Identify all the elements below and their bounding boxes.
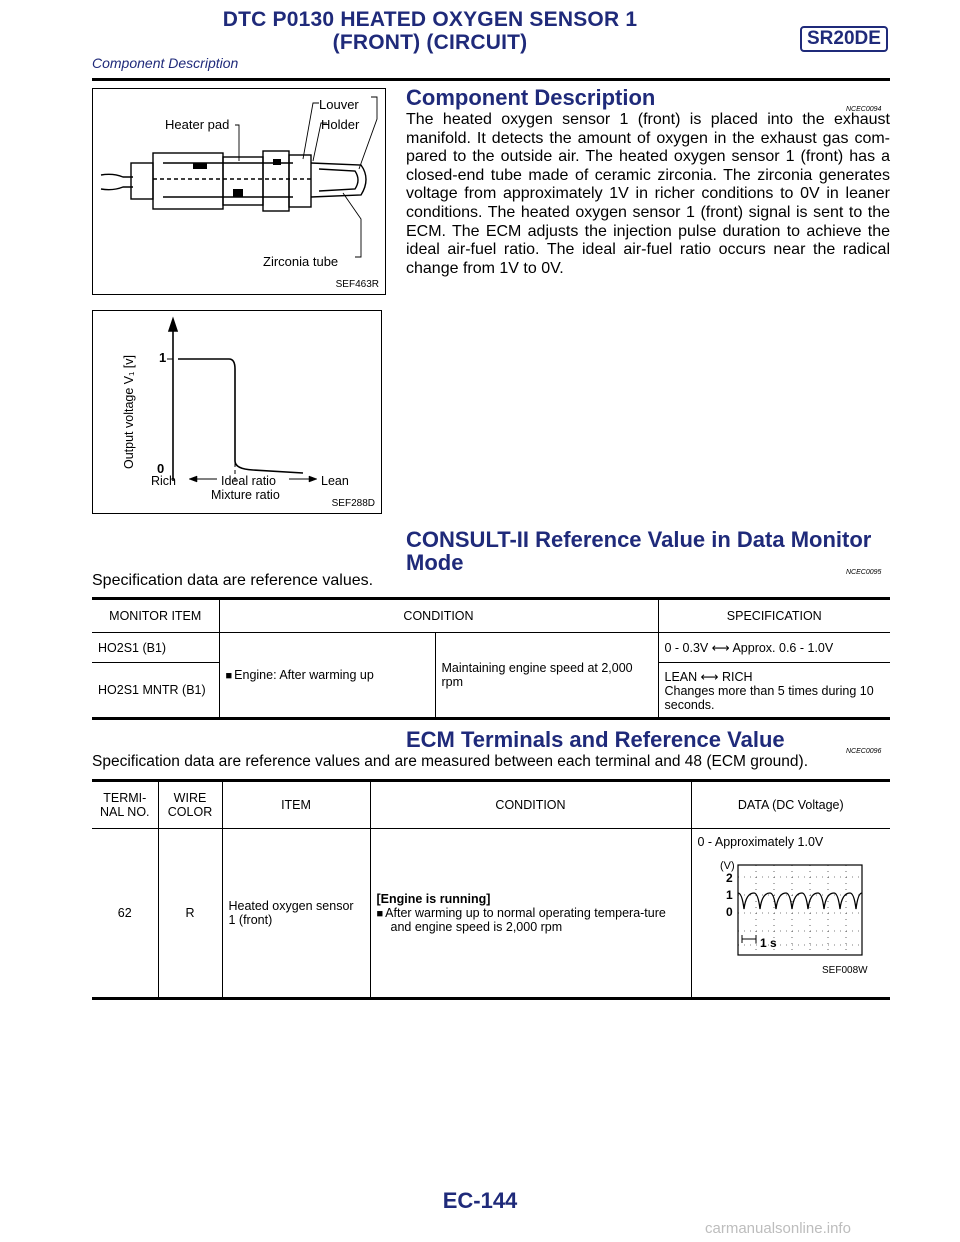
scope-figure-code: SEF008W (821, 965, 868, 976)
bullet-icon: ■ (376, 908, 384, 920)
ecm-intro: Specification data are reference values and are measured between each terminal and 48 (ECM ground). (92, 753, 808, 770)
tick-0-label: 0 (157, 461, 165, 476)
spec-2 (658, 663, 890, 719)
engine-badge: SR20DE (800, 26, 888, 52)
component-heading: Component Description (406, 85, 656, 110)
site-watermark[interactable]: carmanualsonline.info (705, 1220, 851, 1237)
header-rule (92, 78, 890, 81)
col-monitor-item: MONITOR ITEM (92, 599, 219, 633)
figure-code: SEF463R (335, 279, 379, 290)
consult-intro: Specification data are reference values. (92, 572, 374, 589)
sensor-cutaway-drawing (93, 89, 385, 294)
terminal-no: 62 (92, 829, 158, 999)
consult-table (92, 597, 890, 720)
bullet-icon: ■ (225, 670, 233, 682)
consult-heading-line1: CONSULT-II Reference Value in Data Monitor (406, 527, 872, 552)
col-condition: CONDITION (370, 781, 691, 829)
consult-heading-line2: Mode (406, 550, 464, 575)
scope-tick-2: 2 (725, 871, 733, 885)
output-voltage-graph (93, 311, 381, 513)
heater-pad-label: Heater pad (165, 117, 230, 132)
terminal-condition (370, 829, 691, 999)
figure-code: SEF288D (331, 498, 375, 509)
condition-detail (377, 906, 685, 934)
scope-frame (738, 865, 862, 955)
terminal-data (691, 829, 890, 999)
y-axis-label: Output voltage V₁ [v] (122, 354, 136, 469)
table-row (92, 829, 890, 999)
table-row (92, 633, 890, 663)
page-title-line1: DTC P0130 HEATED OXYGEN SENSOR 1 (222, 8, 638, 31)
col-terminal-no: TERMI-NAL NO. (92, 781, 158, 829)
data-value: 0 - Approximately 1.0V (697, 835, 824, 849)
monitor-item-1: HO2S1 (B1) (92, 633, 219, 663)
zirconia-tube-label: Zirconia tube (263, 254, 339, 269)
condition-heading: [Engine is running] (376, 892, 491, 906)
col-condition: CONDITION (219, 599, 658, 633)
scope-grid (738, 865, 862, 955)
col-specification: SPECIFICATION (658, 599, 890, 633)
condition-detail-text: After warming up to normal operating tempera-ture and engine speed is 2,000 rpm (385, 906, 666, 934)
ecm-table (92, 779, 890, 1000)
condition-speed: Maintaining engine speed at 2,000 rpm (435, 633, 658, 719)
ecm-ref: NCEC0096 (846, 748, 882, 755)
ecm-heading: ECM Terminals and Reference Value (406, 727, 785, 752)
consult-ref: NCEC0095 (846, 569, 882, 576)
output-voltage-figure (92, 310, 382, 514)
terminal-item: Heated oxygen sensor 1 (front) (222, 829, 370, 999)
page-title (100, 8, 760, 54)
col-wire-color: WIRE COLOR (158, 781, 222, 829)
col-item: ITEM (222, 781, 370, 829)
scope-unit: (V) (719, 860, 735, 872)
lean-label: Lean (321, 474, 349, 488)
spec-2-line1: LEAN ⟷ RICH (664, 669, 753, 684)
scope-tick-0: 0 (725, 905, 733, 919)
spec-2-line2: Changes more than 5 times during 10 seconds. (664, 683, 874, 712)
consult-heading (406, 528, 871, 574)
mixture-ratio-label: Mixture ratio (211, 488, 280, 502)
spec-1: 0 - 0.3V ⟷ Approx. 0.6 - 1.0V (658, 633, 890, 663)
page-title-line2: (FRONT) (CIRCUIT) (332, 31, 528, 54)
table-header-row (92, 599, 890, 633)
section-subtitle: Component Description (92, 55, 239, 71)
monitor-item-2: HO2S1 MNTR (B1) (92, 663, 219, 719)
scope-tick-1: 1 (725, 888, 733, 902)
louver-label: Louver (319, 97, 359, 112)
sensor-cutaway-figure (92, 88, 386, 295)
scope-waveform (738, 893, 862, 909)
component-body: The heated oxygen sensor 1 (front) is placed into the exhaust manifold. It detects the amount of oxygen in the exhaust gas com-pared to the outside air. The heated oxygen sensor 1 (front) has a closed-end tube made of ceramic zirconia. The zirconia generates voltage from approximately 1V in richer conditions to 0V in leaner conditions. The heated oxygen sensor 1 (front) signal is sent to the ECM. The ECM adjusts the injection pulse duration to achieve the ideal air-fuel ratio. The ideal air-fuel ratio occurs near the radical change from 1V to 0V. (406, 111, 890, 277)
oscilloscope-figure (698, 849, 884, 977)
condition-engine-text: Engine: After warming up (234, 668, 374, 682)
table-header-row (92, 781, 890, 829)
ideal-ratio-label: Ideal ratio (221, 474, 276, 488)
page-number: EC-144 (442, 1188, 518, 1213)
condition-engine (219, 633, 435, 719)
component-ref: NCEC0094 (846, 106, 882, 113)
holder-label: Holder (321, 117, 360, 132)
scope-timebase: 1 s (759, 936, 777, 950)
tick-1-label: 1 (159, 350, 167, 365)
rich-label: Rich (151, 474, 177, 488)
wire-color: R (158, 829, 222, 999)
col-data: DATA (DC Voltage) (691, 781, 890, 829)
